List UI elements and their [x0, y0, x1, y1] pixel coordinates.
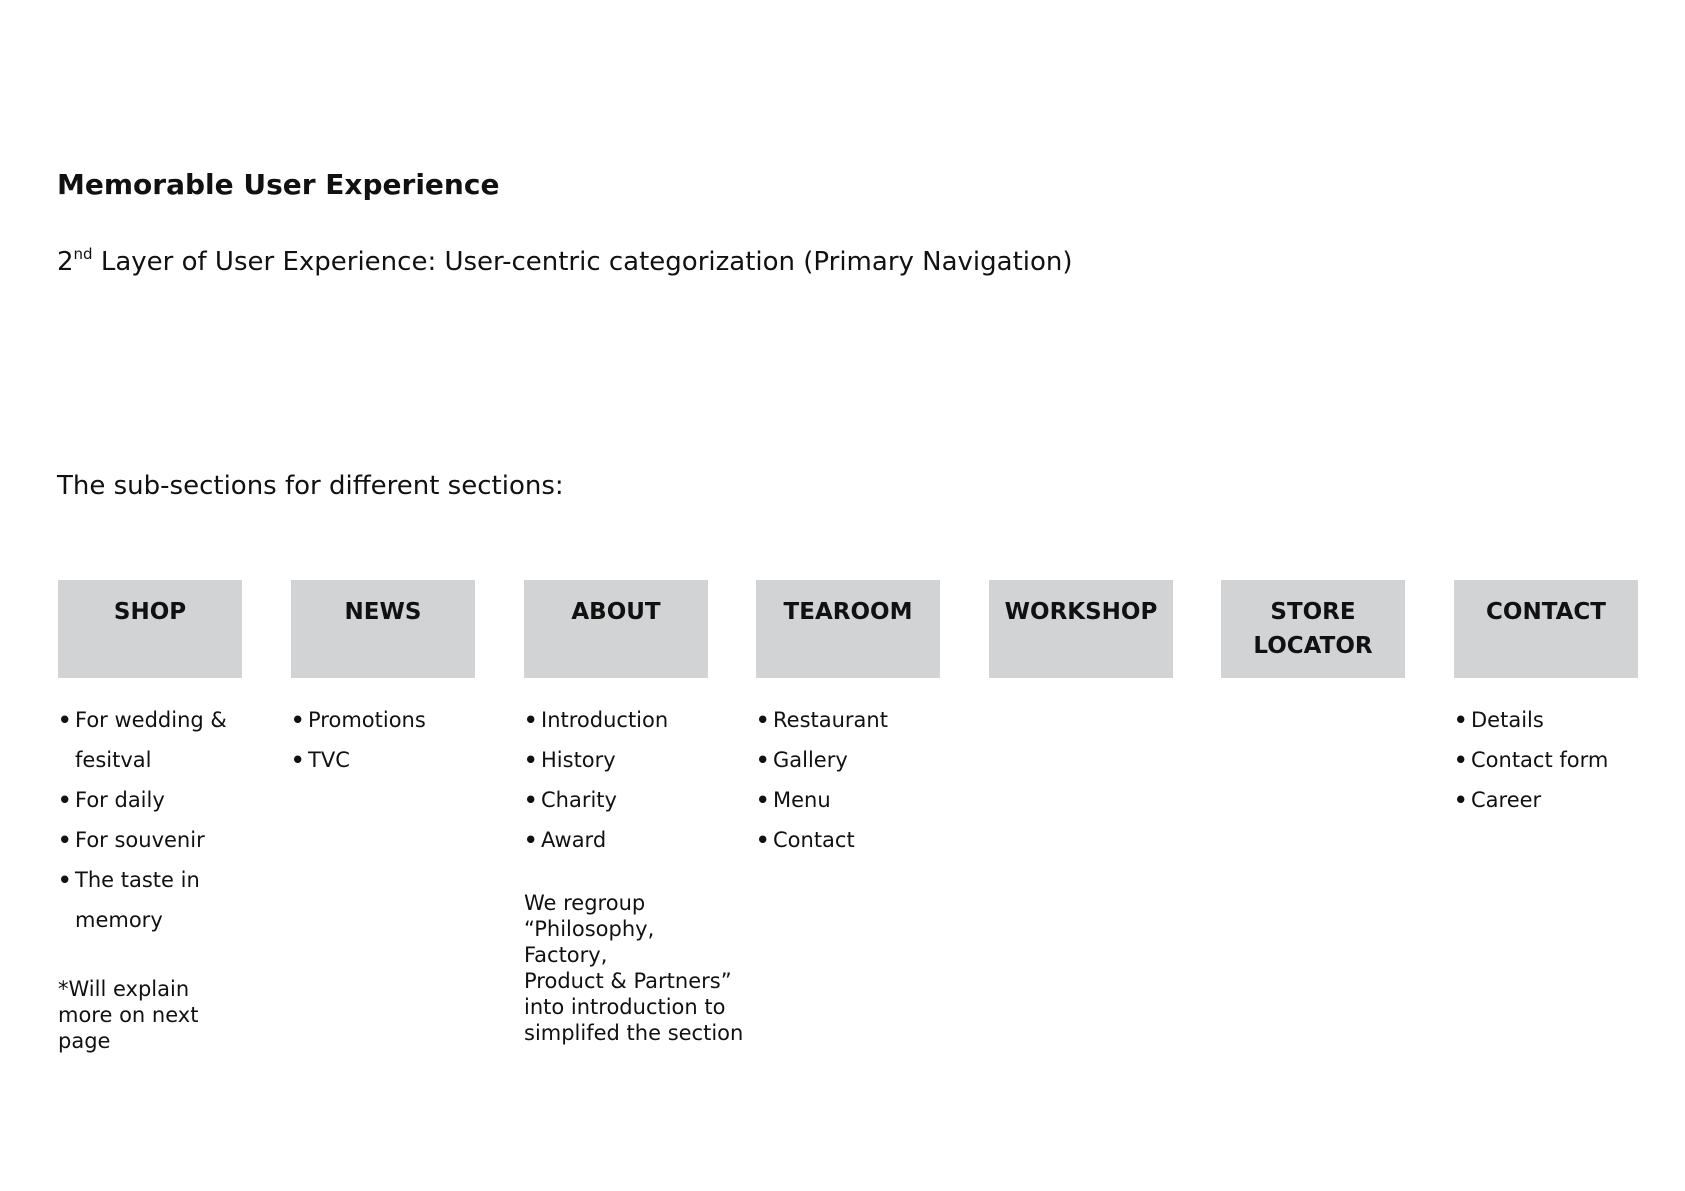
section-news — [291, 580, 475, 780]
section-contact — [1454, 580, 1638, 820]
list-item: • Restaurant — [756, 700, 983, 740]
list-item: • Gallery — [756, 740, 983, 780]
subsection-list-tearoom — [756, 700, 940, 860]
subtitle-ordinal: nd — [73, 245, 93, 263]
section-store-locator — [1221, 580, 1405, 678]
subsection-list-news — [291, 700, 475, 780]
list-item: • Charity — [524, 780, 751, 820]
subtitle-text: Layer of User Experience: User-centric categorization (Primary Navigation) — [92, 247, 1073, 277]
subsection-list-shop — [58, 700, 242, 940]
list-item: • Career — [1454, 780, 1681, 820]
list-item: • Menu — [756, 780, 983, 820]
list-item: • History — [524, 740, 751, 780]
section-workshop — [989, 580, 1173, 678]
list-item: • Contact — [756, 820, 983, 860]
section-box-store-locator: STORE LOCATOR — [1221, 580, 1405, 678]
section-box-workshop: WORKSHOP — [989, 580, 1173, 678]
subsection-list-about — [524, 700, 708, 860]
list-item: • The taste in memory — [58, 860, 235, 940]
list-item: • Promotions — [291, 700, 518, 740]
list-item: • For daily — [58, 780, 285, 820]
subsections-intro: The sub-sections for different sections: — [57, 471, 564, 501]
section-shop — [58, 580, 242, 1054]
subtitle-number: 2 — [57, 247, 74, 277]
section-about — [524, 580, 744, 1046]
section-box-tearoom: TEAROOM — [756, 580, 940, 678]
list-item: • Contact form — [1454, 740, 1681, 780]
list-item: • For wedding & fesitval — [58, 700, 285, 780]
list-item: • Details — [1454, 700, 1681, 740]
list-item: • Introduction — [524, 700, 751, 740]
subsection-list-contact — [1454, 700, 1638, 820]
section-box-contact: CONTACT — [1454, 580, 1638, 678]
shop-note: *Will explain more on next page — [58, 977, 199, 1053]
list-item: • Award — [524, 820, 751, 860]
section-box-about: ABOUT — [524, 580, 708, 678]
section-box-shop: SHOP — [58, 580, 242, 678]
section-tearoom — [756, 580, 940, 860]
list-item: • TVC — [291, 740, 518, 780]
page-title: Memorable User Experience — [57, 168, 500, 201]
about-note: We regroup “Philosophy, Factory, Product & Partners” into introduction to simplifed the section — [524, 891, 744, 1045]
section-box-news: NEWS — [291, 580, 475, 678]
list-item: • For souvenir — [58, 820, 285, 860]
layer-subtitle — [57, 247, 1073, 277]
